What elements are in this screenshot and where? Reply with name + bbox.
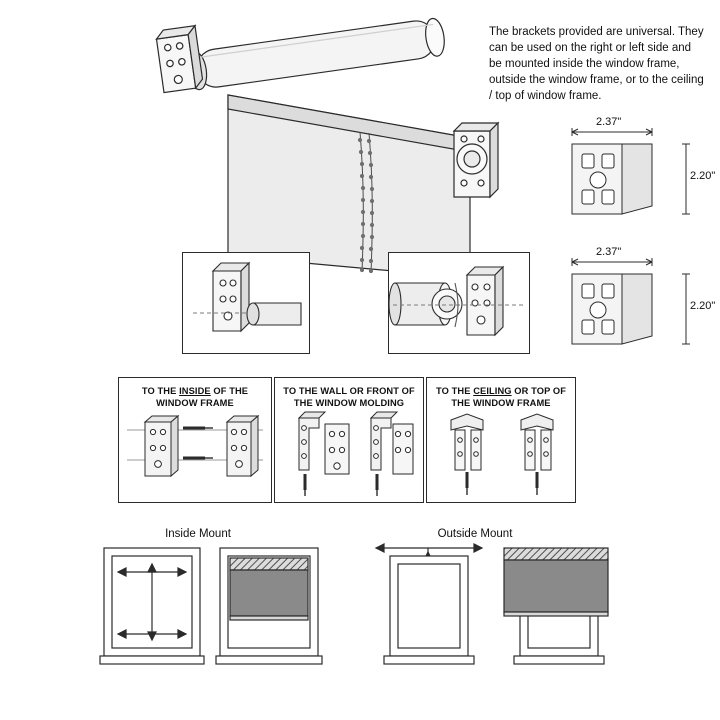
outside-mount-svg [370, 534, 610, 679]
dim-bottom-width-label: 2.37" [596, 246, 622, 258]
left-bracket-detail-svg [183, 253, 309, 353]
mount-wall-front-svg [275, 378, 423, 502]
inside-mount-caption: Inside Mount [165, 528, 231, 540]
inside-mount-svg [96, 544, 326, 679]
bracket-dimension-bottom [552, 246, 716, 360]
outside-mount-caption: Outside Mount [437, 528, 513, 540]
mount-inside-frame-svg [119, 378, 271, 502]
bracket-dimension-top [552, 116, 716, 230]
mount-option-ceiling-top-frame [426, 377, 576, 503]
mount-title-line1: TO THE INSIDE OF THE [141, 386, 249, 396]
dim-top-width-label: 2.37" [596, 116, 622, 128]
mount-title-line2: THE WINDOW MOLDING [293, 398, 405, 408]
mount-option-inside-frame [118, 377, 272, 503]
callout-left-bracket-detail [182, 252, 310, 354]
dim-top-height-label: 2.20" [690, 170, 716, 182]
mount-title-line1: TO THE WALL OR FRONT OF [283, 386, 415, 396]
outside-mount-diagram [370, 534, 610, 679]
right-clutch-detail-svg [389, 253, 529, 353]
callout-right-clutch-detail [388, 252, 530, 354]
mount-title-line1: TO THE CEILING OR TOP OF [436, 386, 566, 396]
mount-ceiling-svg [427, 378, 575, 502]
mount-title-line2: THE WINDOW FRAME [451, 398, 551, 408]
mount-title-line2: WINDOW FRAME [156, 398, 234, 408]
bracket-dimension-top-svg [552, 120, 712, 230]
inside-mount-diagram [96, 544, 326, 679]
intro-paragraph: The brackets provided are universal. They can be used on the right or left side and be mounted inside the window frame, outside the window frame, or to the ceiling / top of window frame. [489, 26, 704, 102]
dim-bottom-height-label: 2.20" [690, 300, 716, 312]
bracket-dimension-bottom-svg [552, 250, 712, 360]
mount-option-wall-front-molding [274, 377, 424, 503]
